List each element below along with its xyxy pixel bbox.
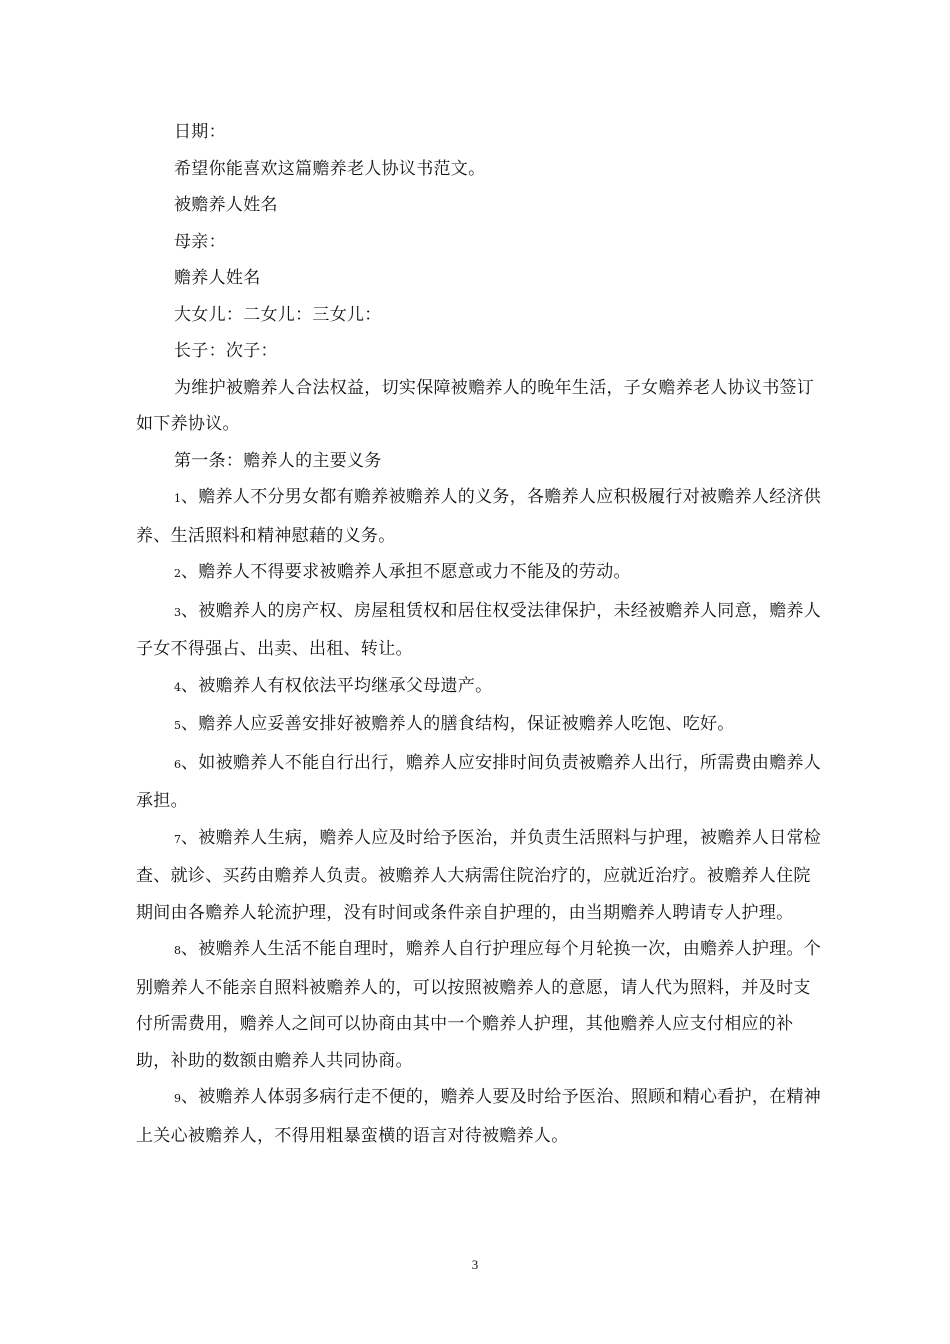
clause-text: 、被赡养人生病，赡养人应及时给予医治，并负责生活照料与护理，被赡养人日常检查、就诊、买药由赡养人负责。被赡养人大病需住院治疗的，应就近治疗。被赡养人住院期间由各赡养人轮流护理，没有时间或条件亲自护理的，由当期赡养人聘请专人护理。: [136, 827, 822, 923]
clause-number: 2: [174, 567, 181, 580]
clause-paragraph: [136, 479, 824, 554]
clause-text: 、赡养人不得要求被赡养人承担不愿意或力不能及的劳动。: [181, 562, 631, 582]
document-body: [136, 114, 824, 1154]
clause-paragraph: [136, 668, 824, 707]
clause-paragraph: [136, 745, 824, 820]
intro-wish-line: 希望你能喜欢这篇赡养老人协议书范文。: [174, 158, 486, 179]
clause-paragraph: [136, 706, 824, 745]
clause-number: 6: [174, 757, 181, 771]
clause-number: 3: [174, 605, 181, 619]
article-title: 第一条：赡养人的主要义务: [174, 450, 382, 471]
clause-number: 8: [174, 944, 181, 957]
date-line: 日期：: [174, 122, 226, 142]
page-number: 3: [471, 1257, 479, 1272]
clause-number: 9: [174, 1092, 181, 1105]
clause-number: 5: [174, 719, 181, 732]
clause-number: 7: [174, 832, 181, 846]
supported-person-name-label: 被赡养人姓名: [174, 195, 278, 215]
clause-text: 、被赡养人生活不能自理时，赡养人自行护理应每个月轮换一次，由赡养人护理。个别赡养人不能亲自照料被赡养人的，可以按照被赡养人的意愿，请人代为照料，并及时支付所需费用，赡养人之间可以协商由其中一个赡养人护理，其他赡养人应支付相应的补助，补助的数额由赡养人共同协商。: [136, 939, 822, 1071]
clause-paragraph: [136, 593, 824, 668]
clause-text: 、赡养人应妥善安排好被赡养人的膳食结构，保证被赡养人吃饱、吃好。: [181, 714, 735, 734]
clause-text: 、被赡养人的房产权、房屋租赁权和居住权受法律保护，未经被赡养人同意，赡养人子女不得强占、出卖、出租、转让。: [136, 600, 822, 659]
clause-number: 1: [174, 492, 181, 505]
clause-paragraph: [136, 931, 824, 1079]
mother-line: 母亲：: [174, 231, 226, 252]
clause-number: 4: [174, 680, 181, 694]
supporter-name-label: 赡养人姓名: [174, 268, 261, 288]
clause-text: 、如被赡养人不能自行出行，赡养人应安排时间负责被赡养人出行，所需费由赡养人承担。: [136, 752, 822, 811]
clause-text: 、被赡养人体弱多病行走不便的，赡养人要及时给予医治、照顾和精心看护，在精神上关心被赡养人，不得用粗暴蛮横的语言对待被赡养人。: [136, 1087, 822, 1146]
clause-paragraph: [136, 1079, 824, 1154]
clause-text: 、被赡养人有权依法平均继承父母遗产。: [181, 675, 493, 696]
clause-paragraph: [136, 554, 824, 593]
agreement-intro-paragraph: 为维护被赡养人合法权益，切实保障被赡养人的晚年生活，子女赡养老人协议书签订如下养协议。: [136, 377, 815, 434]
clause-paragraph: [136, 820, 824, 932]
daughters-line: 大女儿：二女儿：三女儿：: [174, 304, 382, 325]
clause-text: 、赡养人不分男女都有赡养被赡养人的义务，各赡养人应积极履行对被赡养人经济供养、生活照料和精神慰藉的义务。: [136, 487, 822, 546]
sons-line: 长子：次子：: [174, 341, 278, 361]
